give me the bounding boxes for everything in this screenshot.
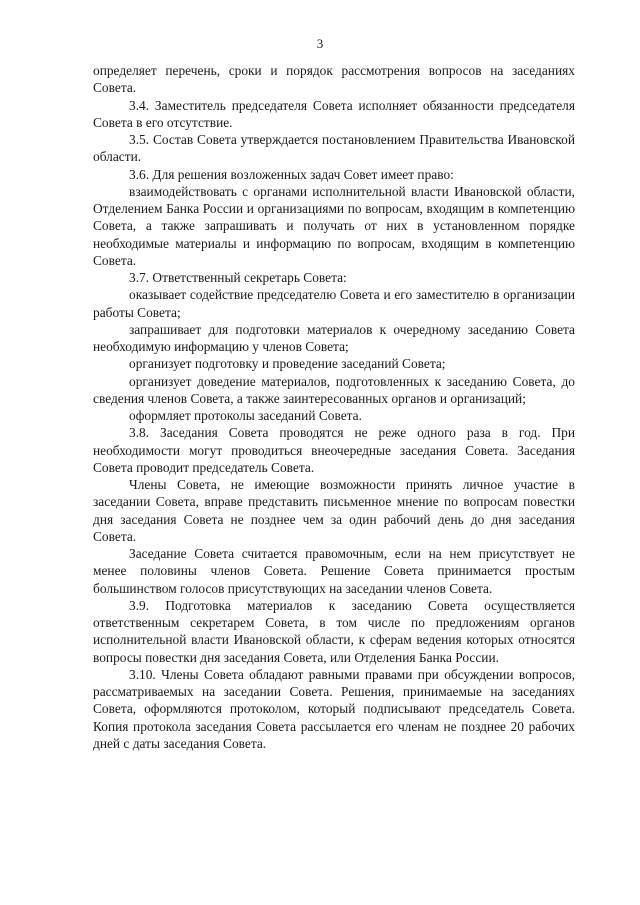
paragraph-3-8-quorum: Заседание Совета считается правомочным, если на нем присутствует не менее половины членов Совета. Решение Совета принимается простым большинством голосов присутствующих на заседании членов Совета. — [93, 546, 575, 596]
paragraph-3-10: 3.10. Члены Совета обладают равными правами при обсуждении вопросов, рассматриваемых на заседании Совета. Решения, принимаемые на заседаниях Совета, оформляются протоколом, который подписывают председатель Совета. Копия протокола заседания Совета рассылается его членам не позднее 20 рабочих дней с даты заседания Совета. — [93, 666, 575, 751]
paragraph-3-6-right: взаимодействовать с органами исполнительной власти Ивановской области, Отделением Банка России и организациями по вопросам, входящим в компетенцию Совета, а также запрашивать и получать от них в установленном порядке необходимые материалы и информацию по вопросам, входящим в компетенцию Совета. — [93, 183, 575, 268]
paragraph-3-7: 3.7. Ответственный секретарь Совета: — [129, 270, 347, 285]
paragraph-3-8-members: Члены Совета, не имеющие возможности принять личное участие в заседании Совета, вправе представить письменное мнение по вопросам повестки дня заседания Совета не позднее чем за один рабочий день до дня заседания Совета. — [93, 477, 575, 544]
paragraph-continuation: определяет перечень, сроки и порядок рассмотрения вопросов на заседаниях Совета. — [93, 63, 575, 96]
paragraph-3-7-duty-4: организует доведение материалов, подготовленных к заседанию Совета, до сведения членов Совета, а также заинтересованных органов и организаций; — [93, 373, 575, 406]
paragraph-3-7-duty-5: оформляет протоколы заседаний Совета. — [129, 408, 362, 423]
document-body — [93, 62, 575, 752]
page-number: 3 — [316, 36, 324, 51]
paragraph-3-9: 3.9. Подготовка материалов к заседанию Совета осуществляется ответственным секретарем Совета, в том числе по предложениям органов исполнительной власти Ивановской области, к сферам ведения которых относятся вопросы повестки дня заседания Совета, или Отделения Банка России. — [93, 597, 575, 665]
paragraph-3-5: 3.5. Состав Совета утверждается постановлением Правительства Ивановской области. — [93, 132, 575, 165]
paragraph-3-7-duty-2: запрашивает для подготовки материалов к очередному заседанию Совета необходимую информацию у членов Совета; — [93, 321, 575, 354]
paragraph-3-7-duty-3: организует подготовку и проведение заседаний Совета; — [129, 356, 446, 372]
paragraph-3-6: 3.6. Для решения возложенных задач Совет имеет право: — [129, 166, 454, 182]
paragraph-3-8: 3.8. Заседания Совета проводятся не реже одного раза в год. При необходимости могут проводиться внеочередные заседания Совета. Заседания Совета проводит председатель Совета. — [93, 425, 575, 475]
paragraph-3-7-duty-1: оказывает содействие председателю Совета и его заместителю в организации работы Совета; — [93, 287, 575, 320]
paragraph-3-4: 3.4. Заместитель председателя Совета исполняет обязанности председателя Совета в его отсутствие. — [93, 97, 575, 130]
